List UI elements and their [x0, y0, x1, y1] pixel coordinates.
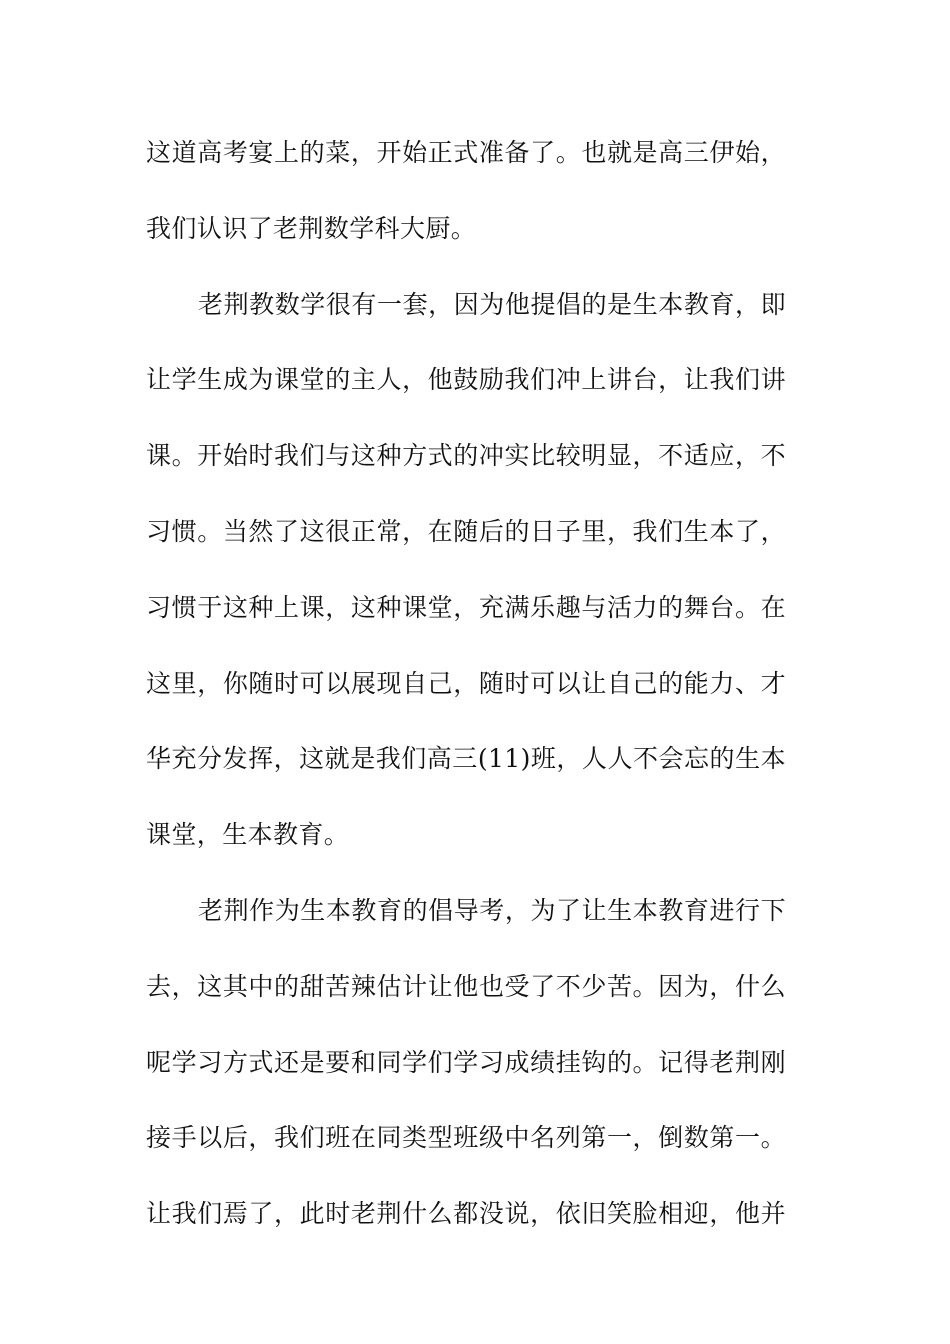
text-line: 这道高考宴上的菜，开始正式准备了。也就是高三伊始， [146, 138, 786, 167]
text-line: 让学生成为课堂的主人，他鼓励我们冲上讲台，让我们讲 [146, 365, 786, 395]
text-line: 我们认识了老荆数学科大厨。 [146, 213, 477, 243]
text-line: 这里，你随时可以展现自己，随时可以让自己的能力、才 [146, 668, 786, 698]
text-line: 华充分发挥，这就是我们高三(11)班，人人不会忘的生本 [146, 744, 786, 774]
text-line: 去，这其中的甜苦辣估计让他也受了不少苦。因为，什么 [146, 971, 786, 1001]
text-line: 接手以后，我们班在同类型班级中名列第一，倒数第一。 [146, 1123, 786, 1153]
text-line: 课。开始时我们与这种方式的冲实比较明显，不适应，不 [146, 441, 786, 471]
text-line: 让我们焉了，此时老荆什么都没说，依旧笑脸相迎，他并 [146, 1199, 786, 1229]
text-line: 老荆教数学很有一套，因为他提倡的是生本教育，即 [198, 289, 786, 319]
text-line: 老荆作为生本教育的倡导考，为了让生本教育进行下 [198, 895, 786, 925]
text-line: 呢学习方式还是要和同学们学习成绩挂钩的。记得老荆刚 [146, 1047, 786, 1077]
body-text [146, 128, 786, 1265]
text-line: 习惯。当然了这很正常，在随后的日子里，我们生本了， [146, 516, 786, 546]
text-line: 课堂，生本教育。 [146, 820, 350, 850]
text-line: 习惯于这种上课，这种课堂，充满乐趣与活力的舞台。在 [146, 592, 786, 622]
